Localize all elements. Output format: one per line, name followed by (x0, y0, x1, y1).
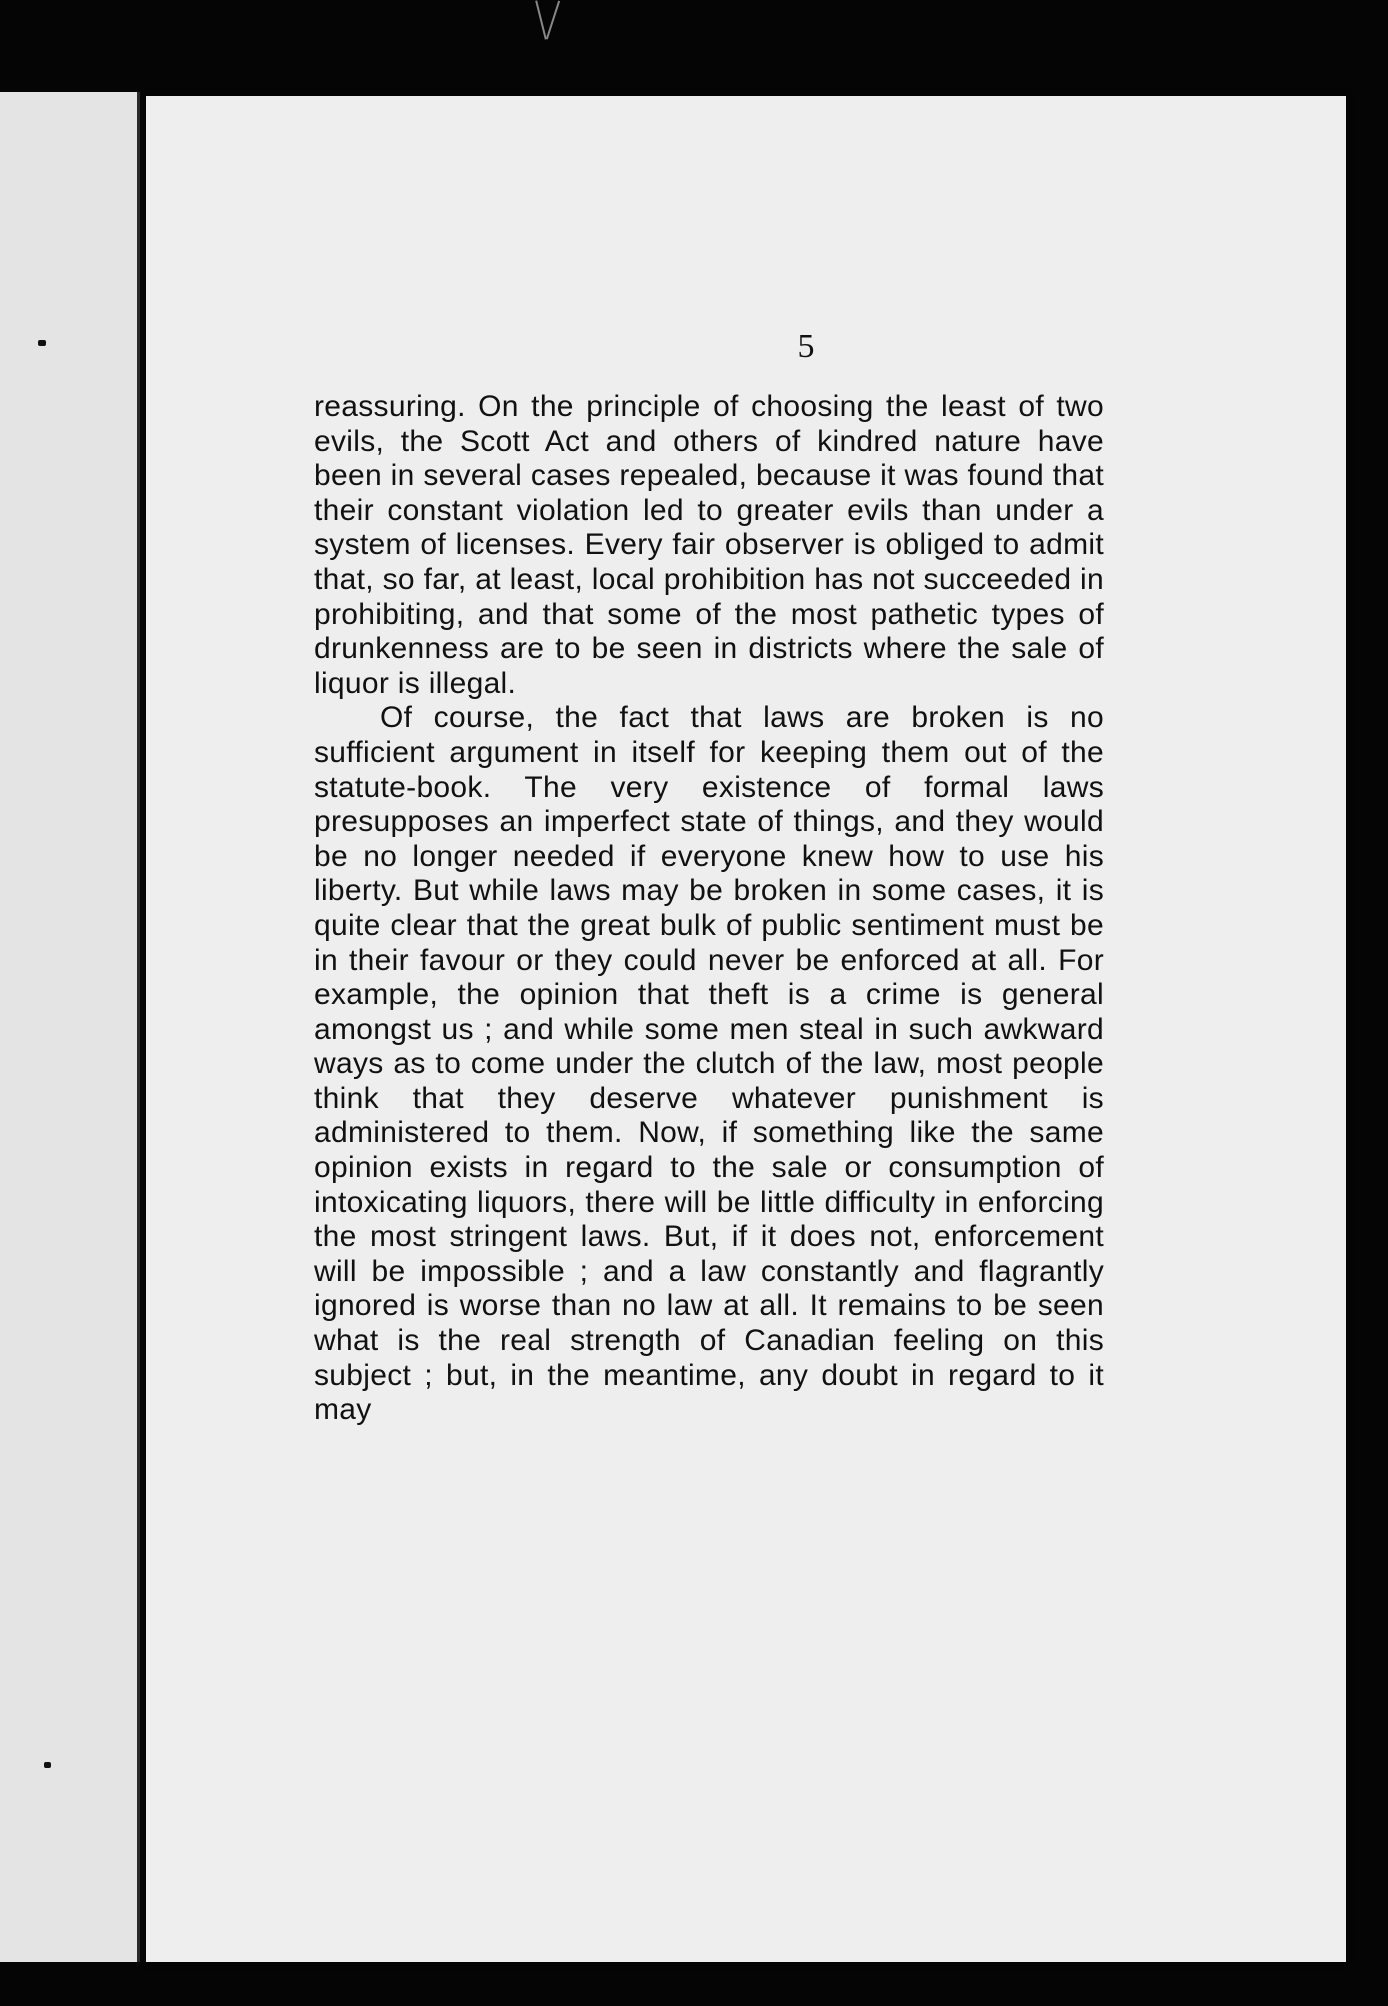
page-number: 5 (797, 328, 815, 365)
left-page-binding-edge (137, 92, 140, 1962)
scan-speck (44, 1762, 51, 1768)
paragraph-2: Of course, the fact that laws are broken is no sufficient argument in itself for keeping them out of the statute-book. The very existence of formal laws presupposes an imperfect state of things, and they would be no longer needed if everyone knew how to use his liberty. But while laws may be broken in some cases, it is quite clear that the great bulk of public sentiment must be in their favour or they could never be enforced at all. For example, the opinion that theft is a crime is general amongst us ; and while some men steal in such awkward ways as to come under the clutch of the law, most people think that they deserve whatever punishment is administered to them. Now, if something like the same opinion exists in regard to the sale or consumption of intoxicating liquors, there will be little difficulty in enforcing the most stringent laws. But, if it does not, enforcement will be impossible ; and a law constantly and flagrantly ignored is worse than no law at all. It remains to be seen what is the real strength of Canadian feeling on this subject ; but, in the meantime, any doubt in regard to it may (314, 701, 1104, 1427)
body-text (314, 390, 1104, 1428)
scan-fiber-mark (535, 0, 547, 39)
page-5 (146, 96, 1346, 1962)
scan-fiber-mark (546, 1, 560, 40)
left-page-edge (0, 92, 140, 1962)
scan-speck (38, 340, 46, 346)
paragraph-1: reassuring. On the principle of choosing the least of two evils, the Scott Act and others of kindred nature have been in several cases repealed, because it was found that their constant violation led to greater evils than under a system of licenses. Every fair observer is obliged to admit that, so far, at least, local prohibition has not succeeded in prohibiting, and that some of the most pathetic types of drunkenness are to be seen in districts where the sale of liquor is illegal. (314, 390, 1104, 700)
